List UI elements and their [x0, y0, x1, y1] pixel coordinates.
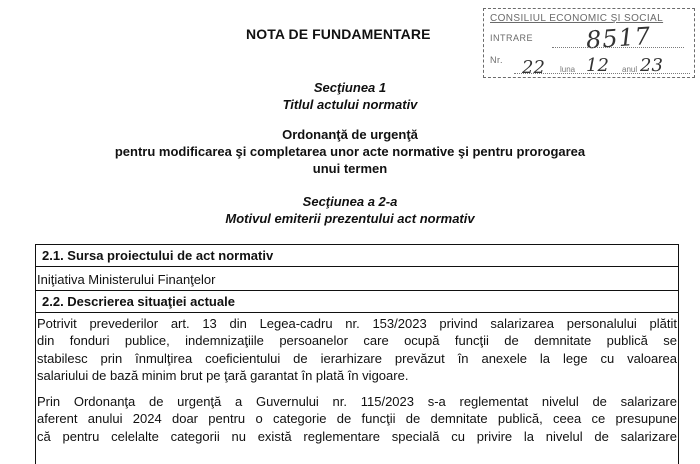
paragraph-line: Potrivit prevederilor art. 13 din Legea-cadru nr. 153/2023 privind salarizarea personalului plătit: [37, 316, 677, 331]
paragraph-line: stabilesc prin înmulţirea coeficientului de ierarhizare prevăzut în anexele la lege cu valoarea: [37, 350, 677, 366]
section1-heading: Secţiunea 1: [313, 80, 387, 95]
stamp-entry-number: 8517: [585, 21, 652, 55]
act-type: Ordonanţă de urgenţă: [282, 127, 418, 142]
stamp-month-label: luna: [560, 65, 576, 74]
stamp-entry-label: INTRARE: [490, 33, 534, 43]
stamp-month: 12: [586, 55, 609, 76]
act-title-line2: unui termen: [312, 161, 388, 176]
section-2-2-heading: 2.2. Descrierea situaţiei actuale: [42, 294, 235, 309]
table-divider: [35, 312, 679, 313]
section2-heading: Secţiunea a 2-a: [302, 194, 398, 209]
section1-subheading: Titlul actului normativ: [282, 97, 418, 112]
section-2-1-text: Iniţiativa Ministerului Finanţelor: [37, 272, 216, 287]
stamp-institution: CONSILIUL ECONOMIC ŞI SOCIAL: [490, 13, 664, 24]
section-2-1-heading: 2.1. Sursa proiectului de act normativ: [42, 248, 274, 263]
stamp-date-label: Nr.: [490, 55, 504, 65]
section-2-2-paragraph-1: [37, 315, 677, 384]
table-divider: [35, 290, 679, 291]
paragraph-line: aferent anului 2024 doar pentru o categorie de funcţii de demnitate publică, ceea ce presupune: [37, 411, 677, 427]
section-2-2-paragraph-2: [37, 393, 677, 445]
paragraph-line: salariului de bază minim brut pe ţară garantat în plată în vigoare.: [37, 367, 409, 383]
paragraph-line: Prin Ordonanţa de urgenţă a Guvernului nr. 115/2023 s-a reglementat nivelul de salarizare: [37, 394, 677, 409]
paragraph-line: că pentru celelalte categorii nu există reglementare specială cu privire la nivelul de salarizare: [37, 428, 677, 444]
section2-subheading: Motivul emiterii prezentului act normativ: [225, 211, 475, 226]
table-divider: [35, 266, 679, 267]
stamp-year: 23: [640, 55, 663, 76]
paragraph-line: din fonduri publice, indemnizaţiile persoanelor care ocupă funcţii de demnitate publică se: [37, 333, 677, 349]
stamp-divider: [514, 73, 690, 74]
stamp-divider: [552, 47, 684, 48]
document-title: NOTA DE FUNDAMENTARE: [246, 26, 431, 42]
stamp-day: 22: [522, 57, 545, 78]
act-title-line1: pentru modificarea şi completarea unor acte normative şi pentru prorogarea: [114, 144, 586, 159]
stamp-year-label: anul: [622, 65, 638, 74]
registration-stamp: [483, 8, 695, 78]
